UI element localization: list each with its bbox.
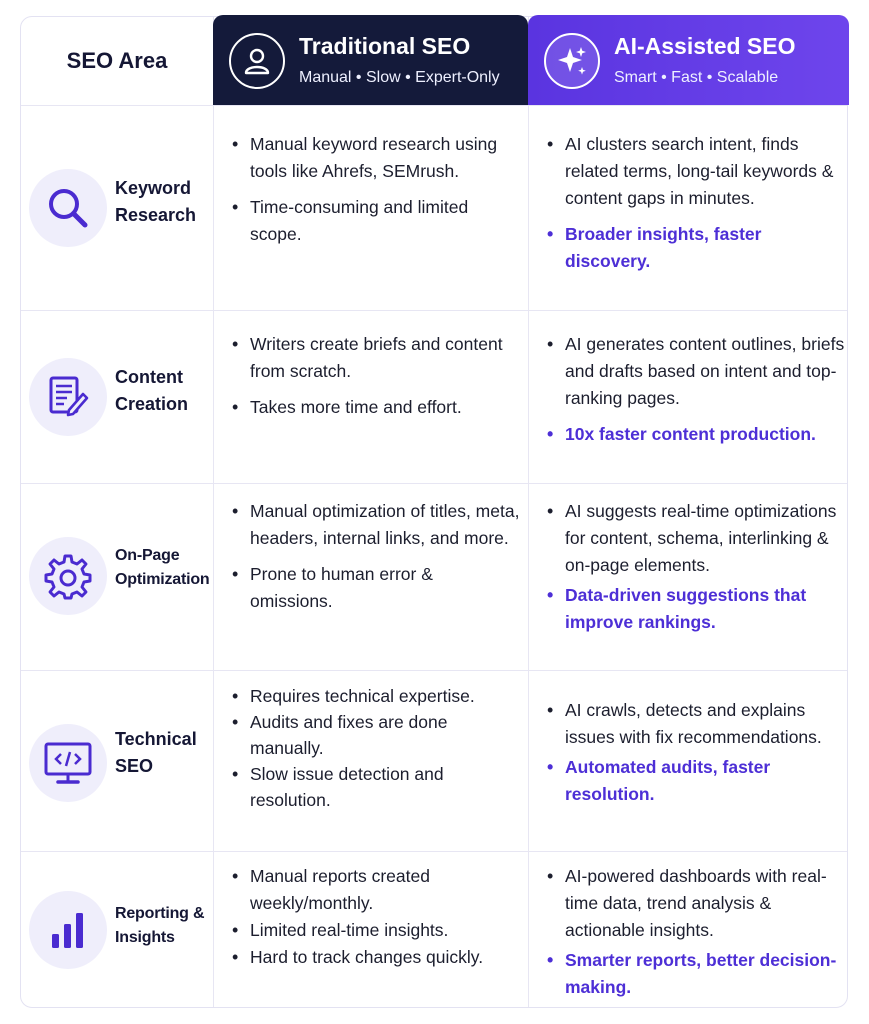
area-label: Keyword Research [115, 178, 197, 225]
ai-cell [545, 331, 845, 457]
ai-seo-subtitle: Smart • Fast • Scalable [614, 69, 779, 86]
row-technical-seo [21, 670, 213, 851]
bar-chart-icon [29, 891, 107, 969]
list-item: • Hard to track changes quickly. [230, 944, 520, 971]
area-label: Content Creation [115, 367, 189, 414]
list-item: • Manual keyword research using tools like Ahrefs, SEMrush. [230, 131, 520, 185]
seo-comparison-table [20, 16, 848, 1008]
list-item: • Audits and fixes are done manually. [230, 709, 520, 761]
highlight-item: • 10x faster content production. [545, 421, 845, 448]
list-item: • Takes more time and effort. [230, 394, 520, 421]
user-icon [229, 33, 285, 89]
list-item: • AI-powered dashboards with real-time data, trend analysis & actionable insights. [545, 863, 845, 944]
list-item: • AI clusters search intent, finds related terms, long-tail keywords & content gaps in minutes. [545, 131, 845, 212]
list-item: • Limited real-time insights. [230, 917, 520, 944]
list-item: • Writers create briefs and content from scratch. [230, 331, 520, 385]
list-item: • Time-consuming and limited scope. [230, 194, 520, 248]
list-item: • AI crawls, detects and explains issues with fix recommendations. [545, 697, 845, 751]
area-label: On-Page Optimization [115, 547, 210, 588]
sparkle-icon [544, 33, 600, 89]
ai-cell [545, 863, 845, 1010]
search-icon [29, 169, 107, 247]
traditional-cell [230, 331, 520, 430]
list-item: • Manual reports created weekly/monthly. [230, 863, 520, 917]
highlight-item: • Data-driven suggestions that improve rankings. [545, 582, 845, 636]
list-item: • AI generates content outlines, briefs and drafts based on intent and top-ranking pages. [545, 331, 845, 412]
ai-cell [545, 131, 845, 284]
traditional-seo-header [213, 15, 528, 105]
list-item: • Slow issue detection and resolution. [230, 761, 520, 813]
traditional-seo-subtitle: Manual • Slow • Expert-Only [299, 69, 500, 86]
list-item: • Manual optimization of titles, meta, headers, internal links, and more. [230, 498, 520, 552]
ai-cell [545, 498, 845, 645]
traditional-cell [230, 131, 520, 257]
highlight-item: • Automated audits, faster resolution. [545, 754, 845, 808]
list-item: • Requires technical expertise. [230, 683, 520, 709]
ai-cell [545, 697, 845, 817]
row-reporting-insights [21, 851, 213, 1009]
area-label: Technical SEO [115, 729, 197, 776]
column-divider [528, 17, 529, 1007]
code-monitor-icon [29, 724, 107, 802]
traditional-cell [230, 863, 520, 971]
document-edit-icon [29, 358, 107, 436]
traditional-seo-title: Traditional SEO [299, 33, 471, 59]
highlight-item: • Broader insights, faster discovery. [545, 221, 845, 275]
area-label: Reporting & Insights [115, 905, 205, 946]
column-divider [213, 17, 214, 1007]
ai-seo-header [528, 15, 849, 105]
row-on-page-optimization [21, 483, 213, 670]
gear-icon [29, 537, 107, 615]
list-item: • Prone to human error & omissions. [230, 561, 520, 615]
traditional-cell [230, 683, 520, 813]
ai-seo-title: AI-Assisted SEO [614, 33, 796, 59]
row-keyword-research [21, 105, 213, 310]
highlight-item: • Smarter reports, better decision-making. [545, 947, 845, 1001]
list-item: • AI suggests real-time optimizations for content, schema, interlinking & on-page elements. [545, 498, 845, 579]
seo-area-header: SEO Area [66, 48, 168, 73]
traditional-cell [230, 498, 520, 624]
row-content-creation [21, 310, 213, 483]
